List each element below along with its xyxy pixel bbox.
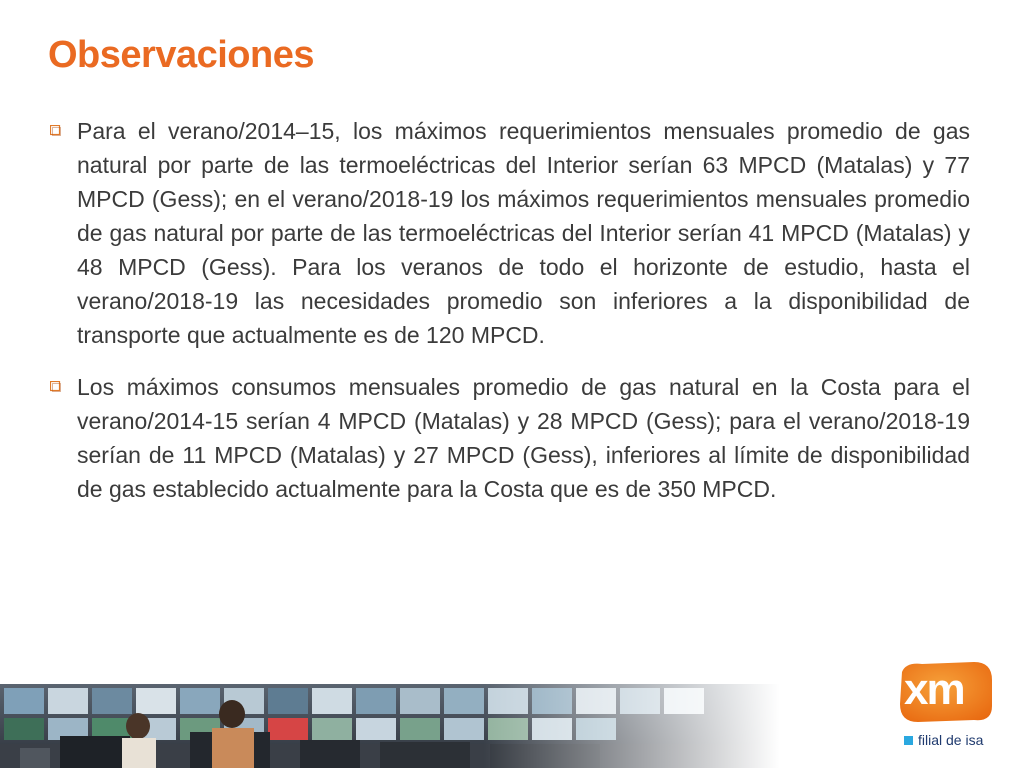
control-room-photo xyxy=(0,684,780,768)
blue-square-icon xyxy=(904,736,913,745)
logo-tagline xyxy=(904,732,983,748)
logo-brand-text: xm xyxy=(904,665,964,714)
hollow-square-icon xyxy=(50,381,61,392)
bullet-item xyxy=(48,370,970,506)
hollow-square-icon xyxy=(50,125,61,136)
logo-tagline-text: filial de isa xyxy=(918,732,984,748)
bullet-item xyxy=(48,114,970,352)
company-logo xyxy=(896,658,996,754)
bullet-list xyxy=(48,114,970,524)
bullet-text: Para el verano/2014–15, los máximos requerimientos mensuales promedio de gas natural por parte de las termoeléctricas del Interior serían 63 MPCD (Matalas) y 77 MPCD (Gess); en el verano/2018-19 los máximos requerimientos mensuales promedio de gas natural por parte de las termoeléctricas del Interior serían 41 MPCD (Matalas) y 48 MPCD (Gess). Para los veranos de todo el horizonte de estudio, hasta el verano/2018-19 las necesidades promedio son inferiores a la disponibilidad de transporte que actualmente es de 120 MPCD. xyxy=(77,118,970,348)
bullet-text: Los máximos consumos mensuales promedio de gas natural en la Costa para el verano/2014-15 serían 4 MPCD (Matalas) y 28 MPCD (Gess); para el verano/2018-19 serían de 11 MPCD (Matalas) y 27 MPCD (Gess), inferiores al límite de disponibilidad de gas establecido actualmente para la Costa que es de 350 MPCD. xyxy=(77,374,970,502)
slide-title: Observaciones xyxy=(48,34,314,76)
